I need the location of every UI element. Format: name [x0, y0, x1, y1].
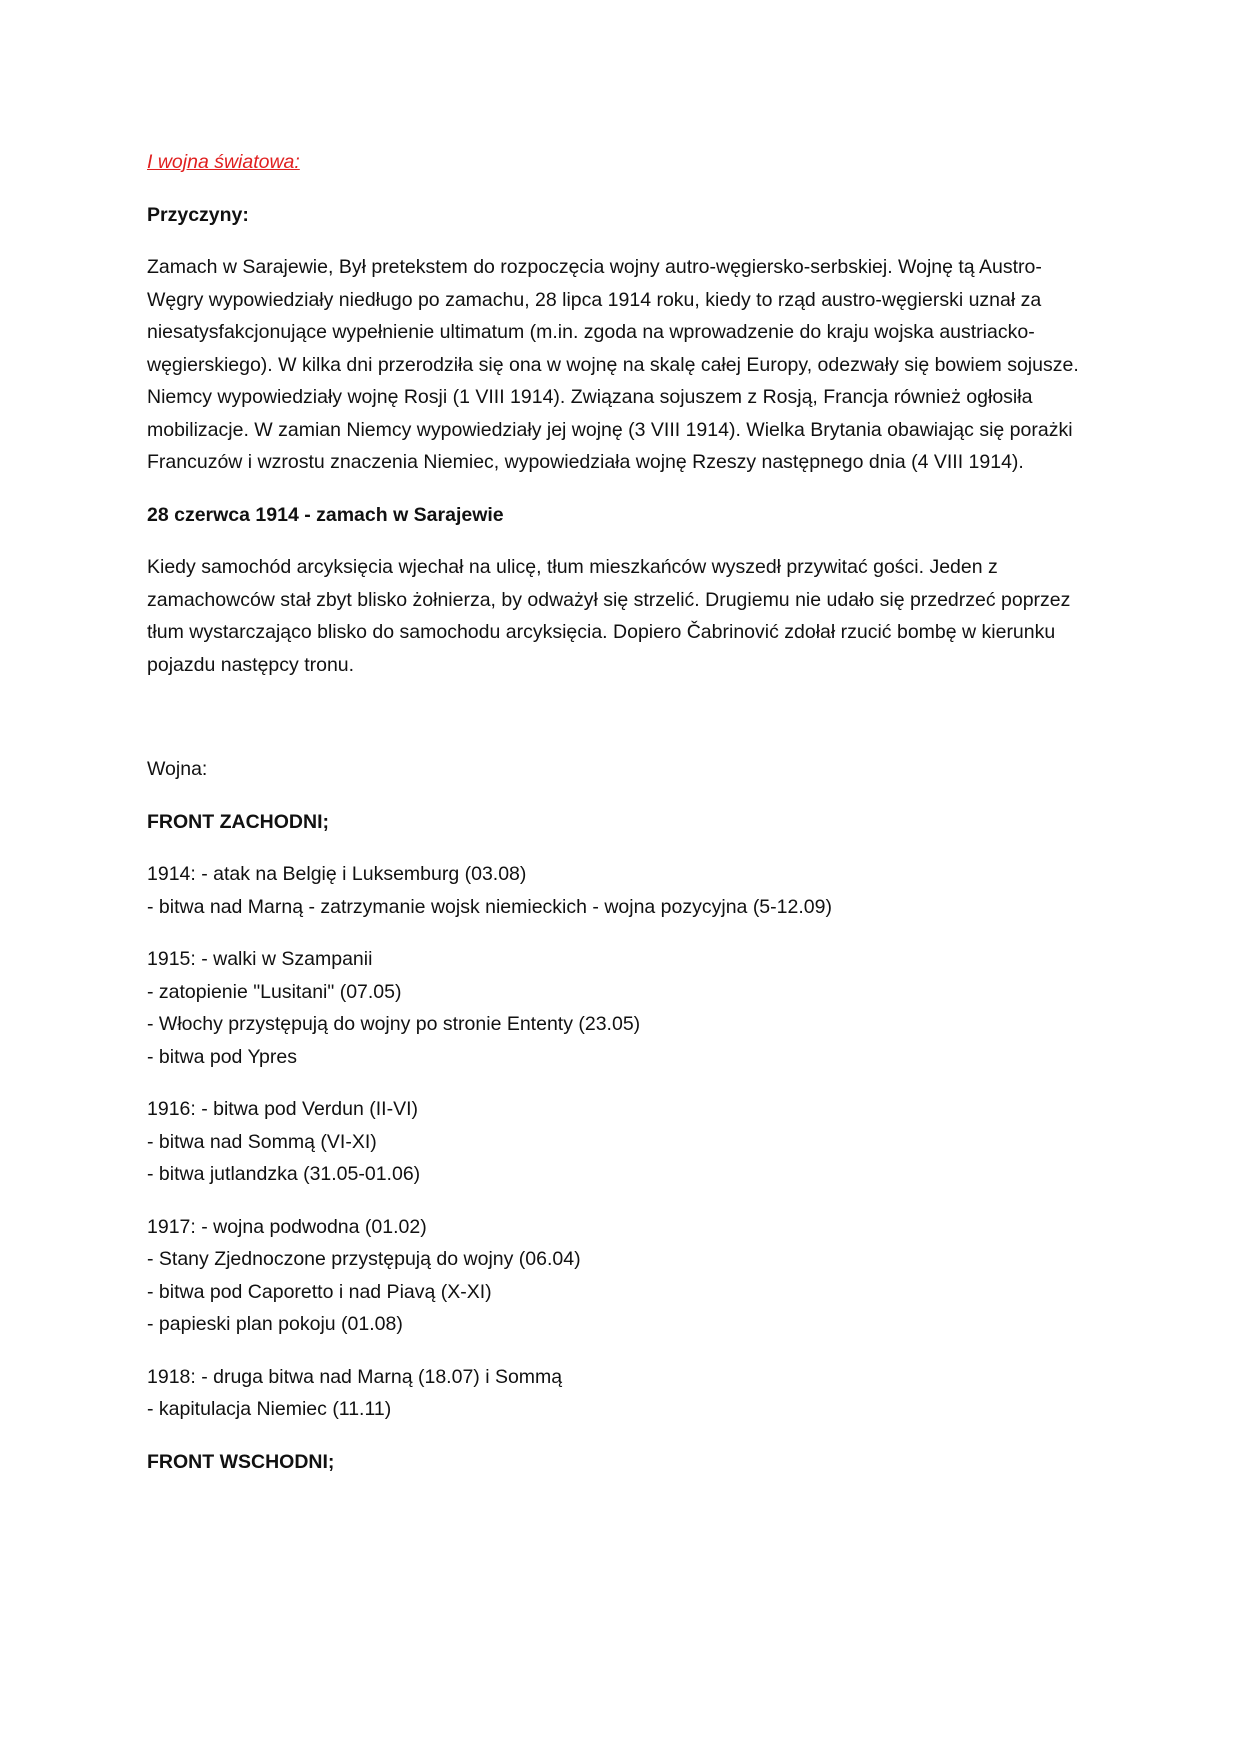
year-block-1918: [147, 1361, 1097, 1426]
list-item: - bitwa pod Caporetto i nad Piavą (X-XI): [147, 1280, 492, 1303]
war-label: Wojna:: [147, 758, 208, 780]
eastern-front-heading: FRONT WSCHODNI;: [147, 1450, 335, 1473]
document-title: I wojna światowa:: [147, 151, 300, 173]
list-item: 1917: - wojna podwodna (01.02): [147, 1215, 427, 1238]
causes-heading: Przyczyny:: [147, 203, 249, 226]
list-item: 1915: - walki w Szampanii: [147, 948, 373, 970]
year-block-1916: [147, 1093, 1097, 1191]
document-page: [147, 146, 1097, 1498]
list-item: - zatopienie "Lusitani" (07.05): [147, 980, 402, 1003]
western-front-heading: FRONT ZACHODNI;: [147, 810, 329, 833]
year-block-1917: [147, 1211, 1097, 1341]
blank-spacer: [147, 701, 1097, 753]
list-item: 1914: - atak na Belgię i Luksemburg (03.08): [147, 863, 527, 885]
year-block-1914: [147, 858, 1097, 923]
list-item: 1918: - druga bitwa nad Marną (18.07) i Sommą: [147, 1365, 563, 1388]
sarajevo-paragraph: Kiedy samochód arcyksięcia wjechał na ulicę, tłum mieszkańców wyszedł przywitać gości. Jeden z zamachowców stał zbyt blisko żołnierza, by odważył się strzelić. Drugiemu nie udało się przedrzeć poprzez tłum wystarczająco blisko do samochodu arcyksięcia. Dopiero Čabrinović zdołał rzucić bombę w kierunku pojazdu następcy tronu.: [147, 556, 1071, 676]
list-item: - bitwa pod Ypres: [147, 1045, 297, 1068]
list-item: - Włochy przystępują do wojny po stronie Ententy (23.05): [147, 1013, 641, 1035]
list-item: - bitwa nad Marną - zatrzymanie wojsk niemieckich - wojna pozycyjna (5-12.09): [147, 895, 832, 918]
sarajevo-heading: 28 czerwca 1914 - zamach w Sarajewie: [147, 503, 504, 526]
list-item: - papieski plan pokoju (01.08): [147, 1313, 403, 1335]
causes-paragraph: Zamach w Sarajewie, Był pretekstem do rozpoczęcia wojny autro-węgiersko-serbskiej. Wojnę tą Austro-Węgry wypowiedziały niedługo po zamachu, 28 lipca 1914 roku, kiedy to rząd austro-węgierski uznał za niesatysfakcjonujące wypełnienie ultimatum (m.in. zgoda na wprowadzenie do kraju wojska austriacko-węgierskiego). W kilka dni przerodziła się ona w wojnę na skalę całej Europy, odezwały się bowiem sojusze. Niemcy wypowiedziały wojnę Rosji (1 VIII 1914). Związana sojuszem z Rosją, Francja również ogłosiła mobilizacje. W zamian Niemcy wypowiedziały jej wojnę (3 VIII 1914). Wielka Brytania obawiając się porażki Francuzów i wzrostu znaczenia Niemiec, wypowiedziała wojnę Rzeszy następnego dnia (4 VIII 1914).: [147, 256, 1079, 473]
list-item: - kapitulacja Niemiec (11.11): [147, 1398, 392, 1420]
list-item: - Stany Zjednoczone przystępują do wojny (06.04): [147, 1248, 581, 1270]
year-block-1915: [147, 943, 1097, 1073]
list-item: 1916: - bitwa pod Verdun (II-VI): [147, 1098, 418, 1120]
list-item: - bitwa nad Sommą (VI-XI): [147, 1130, 377, 1153]
list-item: - bitwa jutlandzka (31.05-01.06): [147, 1163, 421, 1185]
